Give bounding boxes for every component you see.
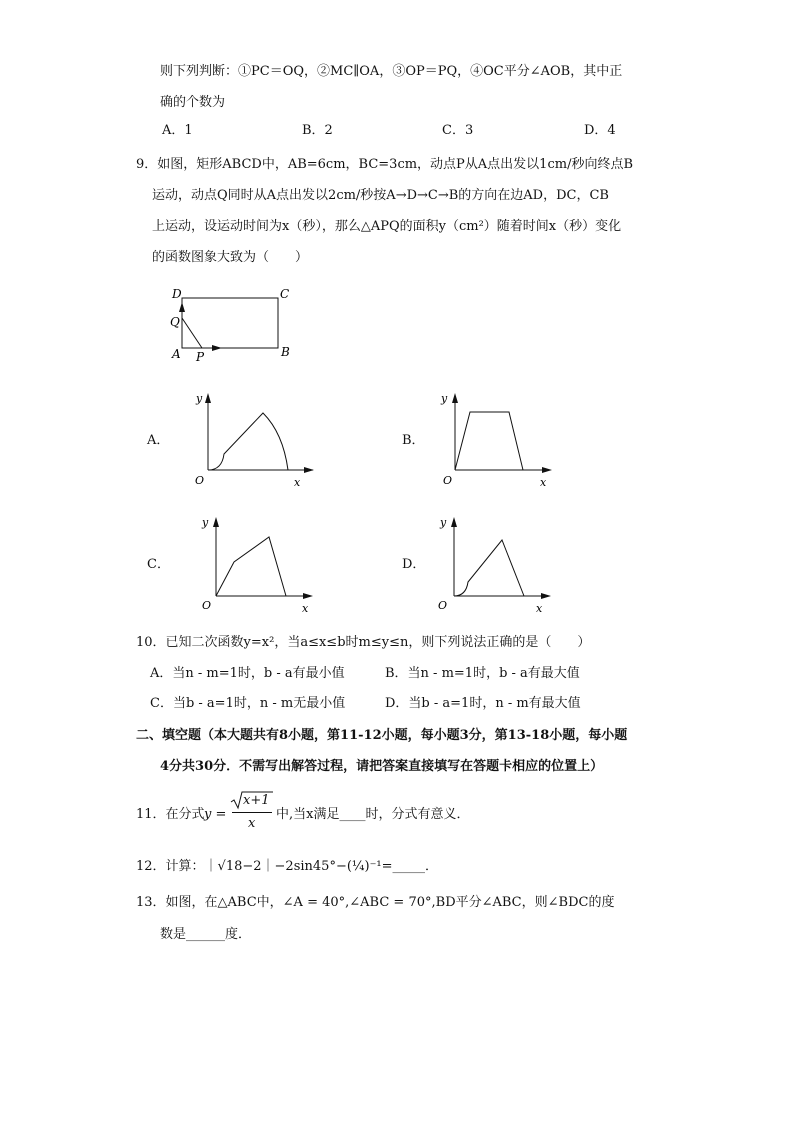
curve-b <box>455 412 523 470</box>
axis-y-label: y <box>441 392 448 405</box>
q9-line2: 运动，动点Q同时从A点出发以2cm/秒按A→D→C→B的方向在边AD，DC，CB <box>152 188 609 203</box>
y-arrow <box>452 393 458 403</box>
q9-line4: 的函数图象大致为（ ） <box>152 250 309 265</box>
q11-prefix: 11．在分式 <box>136 807 205 822</box>
graph-c <box>196 512 326 614</box>
section2-heading-line2: 4分共30分．不需写出解答过程，请把答案直接填写在答题卡相应的位置上） <box>160 759 604 774</box>
origin-label: O <box>438 599 448 612</box>
rectangle-figure <box>160 282 300 367</box>
y-arrow <box>213 517 219 527</box>
origin-label: O <box>443 474 453 487</box>
q13-line2: 数是______度． <box>160 927 252 942</box>
graph-d <box>434 512 564 614</box>
q11-denominator: x <box>248 816 256 831</box>
graph-a <box>188 388 318 490</box>
q10-line1: 10．已知二次函数y=x²，当a≤x≤b时m≤y≤n，则下列说法正确的是（ ） <box>136 635 591 650</box>
x-arrow <box>304 467 314 473</box>
y-arrow <box>451 517 457 527</box>
x-arrow <box>303 593 313 599</box>
q11-numerator: x+1 <box>243 793 270 808</box>
axis-y-label: y <box>202 516 209 529</box>
axis-x-label: x <box>540 476 547 489</box>
q10-option-d: D．当b - a=1时，n - m有最大值 <box>385 696 581 711</box>
q8-option-d: D．4 <box>584 123 616 138</box>
q10-option-a: A．当n - m=1时，b - a有最小值 <box>150 666 345 681</box>
axis-x-label: x <box>536 602 543 614</box>
x-arrow <box>542 467 552 473</box>
axis-y-label: y <box>196 392 203 405</box>
q11-suffix: 中,当x满足____时，分式有意义． <box>276 807 470 822</box>
q8-option-a: A．1 <box>162 123 193 138</box>
q13-line1: 13．如图，在△ABC中，∠A = 40°,∠ABC = 70°,BD平分∠ABC，则∠BDC的度 <box>136 895 615 910</box>
curve-c <box>216 537 286 596</box>
origin-label: O <box>195 474 205 487</box>
axis-x-label: x <box>302 602 309 614</box>
q8-option-b: B．2 <box>302 123 333 138</box>
section2-heading-line1: 二、填空题（本大题共有8小题，第11-12小题，每小题3分，第13-18小题，每小题 <box>136 728 628 743</box>
segment-qp <box>182 318 202 348</box>
label-c: C <box>280 287 290 301</box>
q9-option-d-label: D． <box>402 557 426 572</box>
curve-d <box>454 540 524 596</box>
fraction-bar <box>232 812 272 813</box>
x-arrow <box>541 593 551 599</box>
q8-line2: 确的个数为 <box>160 95 226 110</box>
label-q: Q <box>170 315 180 329</box>
label-p: P <box>196 350 205 364</box>
graph-b <box>435 388 565 490</box>
origin-label: O <box>202 599 212 612</box>
label-b: B <box>281 345 290 359</box>
q9-line1: 9．如图，矩形ABCD中，AB=6cm，BC=3cm，动点P从A点出发以1cm/秒向终点B <box>136 157 633 172</box>
q9-option-c-label: C． <box>147 557 170 572</box>
q9-line3: 上运动，设运动时间为x（秒），那么△APQ的面积y（cm²）随着时间x（秒）变化 <box>152 219 622 234</box>
q9-option-b-label: B． <box>402 433 425 448</box>
axis-y-label: y <box>440 516 447 529</box>
q9-option-a-label: A． <box>147 433 170 448</box>
q11-y-equals: y = <box>204 807 227 822</box>
curve-a <box>208 413 288 470</box>
arrow-up-head <box>179 302 185 312</box>
q10-option-b: B．当n - m=1时，b - a有最大值 <box>385 666 580 681</box>
q11-fraction <box>230 790 274 836</box>
y-arrow <box>205 393 211 403</box>
axis-x-label: x <box>294 476 301 489</box>
arrow-right-head <box>212 345 222 351</box>
label-a: A <box>172 347 181 361</box>
q12-line: 12．计算：｜√18−2｜−2sin45°−(¼)⁻¹=_____． <box>136 859 439 874</box>
label-d: D <box>172 287 182 301</box>
q10-option-c: C．当b - a=1时，n - m无最小值 <box>150 696 346 711</box>
q8-option-c: C．3 <box>442 123 474 138</box>
q8-line1: 则下列判断：①PC＝OQ，②MC∥OA，③OP＝PQ，④OC平分∠AOB，其中正 <box>160 64 623 79</box>
